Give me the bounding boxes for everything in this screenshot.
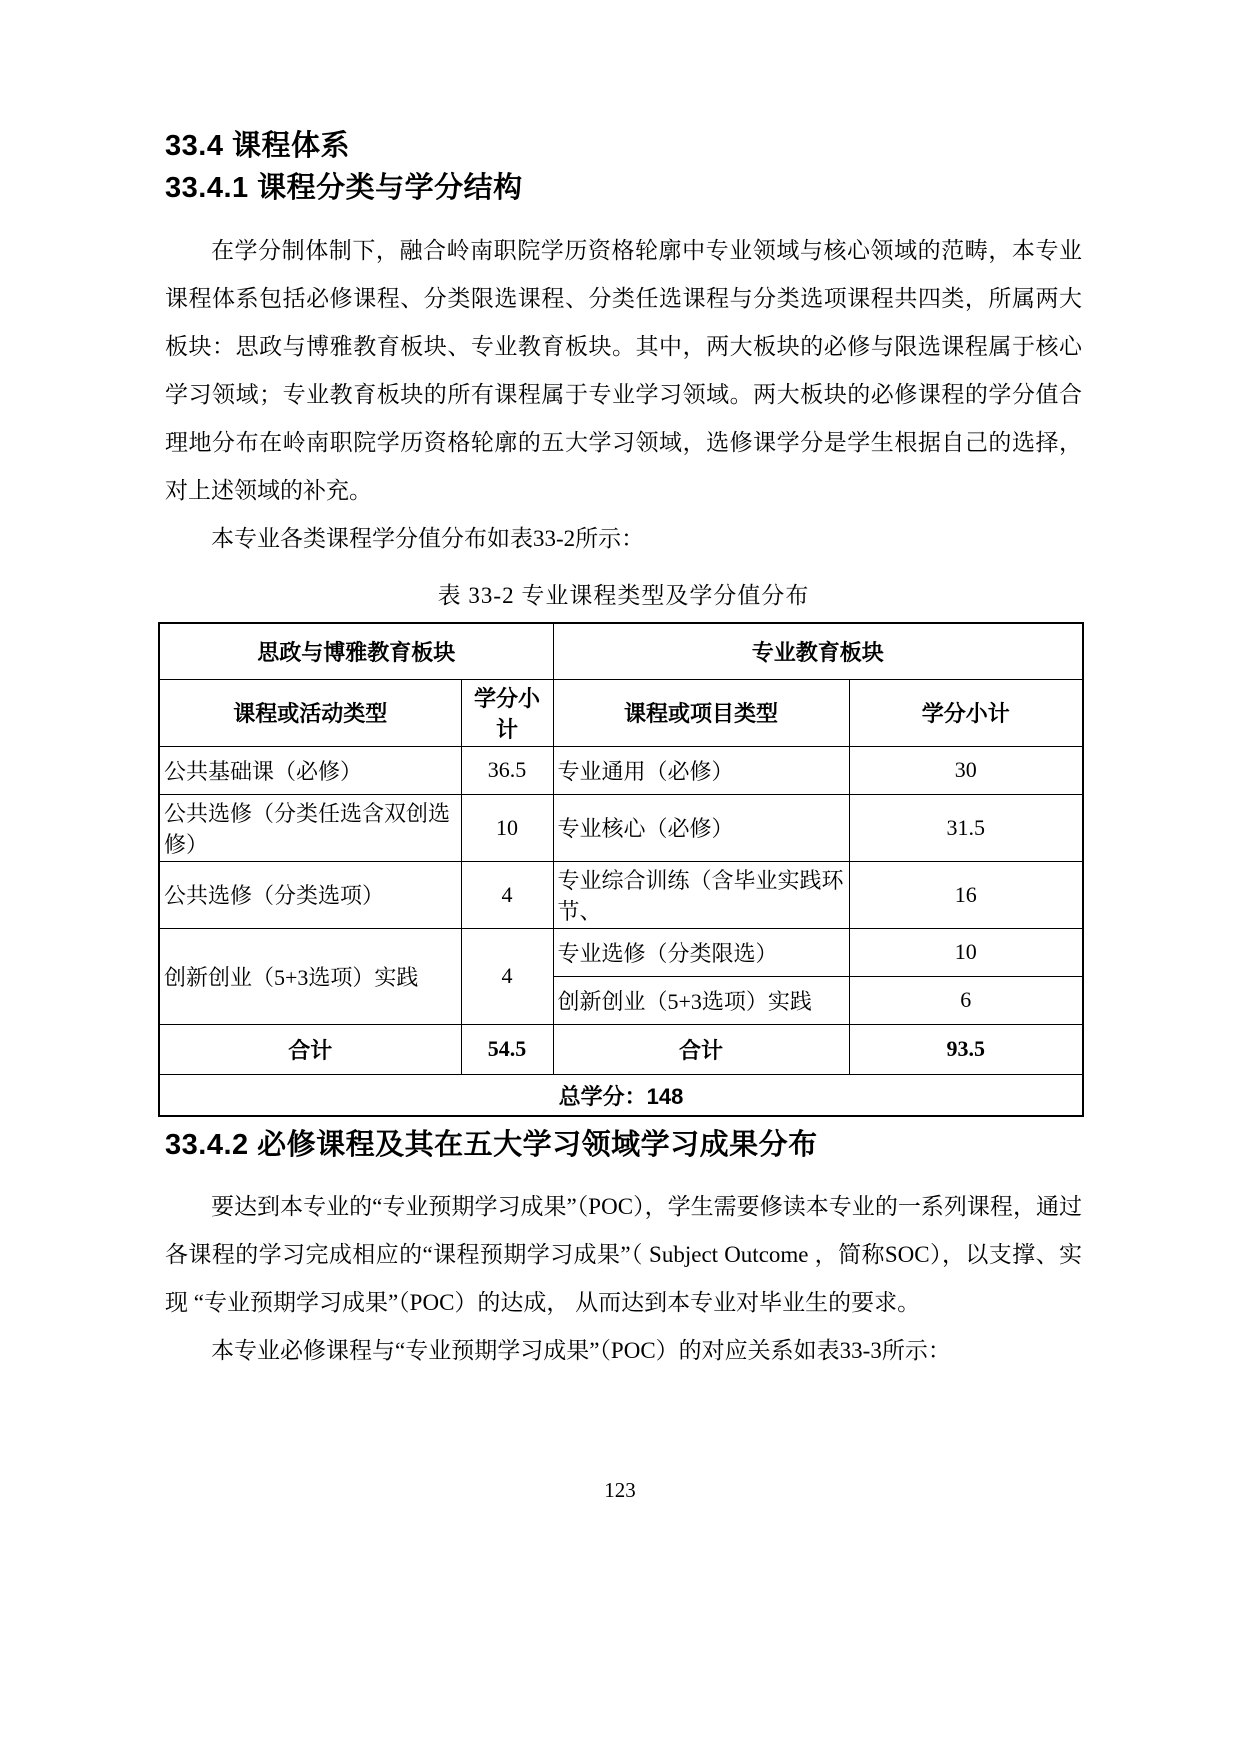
- cell-right-label: 专业综合训练（含毕业实践环节、: [553, 861, 849, 928]
- cell-right-label: 创新创业（5+3选项）实践: [553, 976, 849, 1024]
- group-header-row: [159, 623, 1083, 679]
- column-header-row: [159, 679, 1083, 746]
- grand-total-cell: 总学分：148: [159, 1074, 1083, 1116]
- cell-right-credits: 30: [849, 746, 1083, 794]
- table-row: [159, 794, 1083, 861]
- col-header-credits-left: 学分小计: [461, 679, 553, 746]
- subtotal-label-left: 合计: [159, 1024, 461, 1074]
- group-header-professional-block: 专业教育板块: [553, 623, 1083, 679]
- table-row: [159, 861, 1083, 928]
- subtotal-value-left: 54.5: [461, 1024, 553, 1074]
- cell-left-label: 公共基础课（必修）: [159, 746, 461, 794]
- paragraph-intro: 在学分制体制下，融合岭南职院学历资格轮廓中专业领域与核心领域的范畴，本专业课程体系包括必修课程、分类限选课程、分类任选课程与分类选项课程共四类，所属两大板块：思政与博雅教育板块、专业教育板块。其中，两大板块的必修与限选课程属于核心学习领域；专业教育板块的所有课程属于专业学习领域。两大板块的必修课程的学分值合理地分布在岭南职院学历资格轮廓的五大学习领域，选修课学分是学生根据自己的选择，对上述领域的补充。: [165, 238, 1082, 504]
- grand-total-row: [159, 1074, 1083, 1116]
- paragraph-table-lead: 本专业各类课程学分值分布如表33-2所示：: [211, 526, 645, 552]
- table-caption: 表 33-2 专业课程类型及学分值分布: [437, 583, 810, 609]
- cell-right-credits: 16: [849, 861, 1083, 928]
- cell-right-label: 专业选修（分类限选）: [553, 928, 849, 976]
- cell-left-label: 公共选修（分类任选含双创选修）: [159, 794, 461, 861]
- table-row: [159, 746, 1083, 794]
- section-heading: 33.4 课程体系: [165, 130, 350, 162]
- cell-left-credits: 4: [461, 861, 553, 928]
- cell-left-credits: 4: [461, 928, 553, 1024]
- cell-left-credits: 36.5: [461, 746, 553, 794]
- subsection-heading-1: 33.4.1 课程分类与学分结构: [165, 171, 523, 204]
- paragraph-poc: 要达到本专业的“专业预期学习成果”（POC），学生需要修读本专业的一系列课程，通过各课程的学习完成相应的“课程预期学习成果”（ Subject Outcome ，简称SOC），以支撑、实现 “专业预期学习成果”（POC）的达成， 从而达到本专业对毕业生的要求。: [165, 1194, 1082, 1316]
- cell-left-credits: 10: [461, 794, 553, 861]
- col-header-credits-right: 学分小计: [849, 679, 1083, 746]
- credits-distribution-table: [158, 622, 1084, 1117]
- paragraph-table33-3-lead: 本专业必修课程与“专业预期学习成果”（POC）的对应关系如表33-3所示：: [211, 1338, 951, 1364]
- cell-right-label: 专业通用（必修）: [553, 746, 849, 794]
- group-header-ideology-block: 思政与博雅教育板块: [159, 623, 553, 679]
- subsection-heading-2: 33.4.2 必修课程及其在五大学习领域学习成果分布: [165, 1129, 818, 1162]
- subtotal-row: [159, 1024, 1083, 1074]
- subtotal-value-right: 93.5: [849, 1024, 1083, 1074]
- subtotal-label-right: 合计: [553, 1024, 849, 1074]
- cell-left-label: 创新创业（5+3选项）实践: [159, 928, 461, 1024]
- page-number: 123: [604, 1478, 636, 1502]
- table-row: [159, 928, 1083, 976]
- cell-left-label: 公共选修（分类选项）: [159, 861, 461, 928]
- cell-right-credits: 31.5: [849, 794, 1083, 861]
- cell-right-credits: 6: [849, 976, 1083, 1024]
- col-header-course-type-right: 课程或项目类型: [553, 679, 849, 746]
- cell-right-credits: 10: [849, 928, 1083, 976]
- cell-right-label: 专业核心（必修）: [553, 794, 849, 861]
- col-header-course-type-left: 课程或活动类型: [159, 679, 461, 746]
